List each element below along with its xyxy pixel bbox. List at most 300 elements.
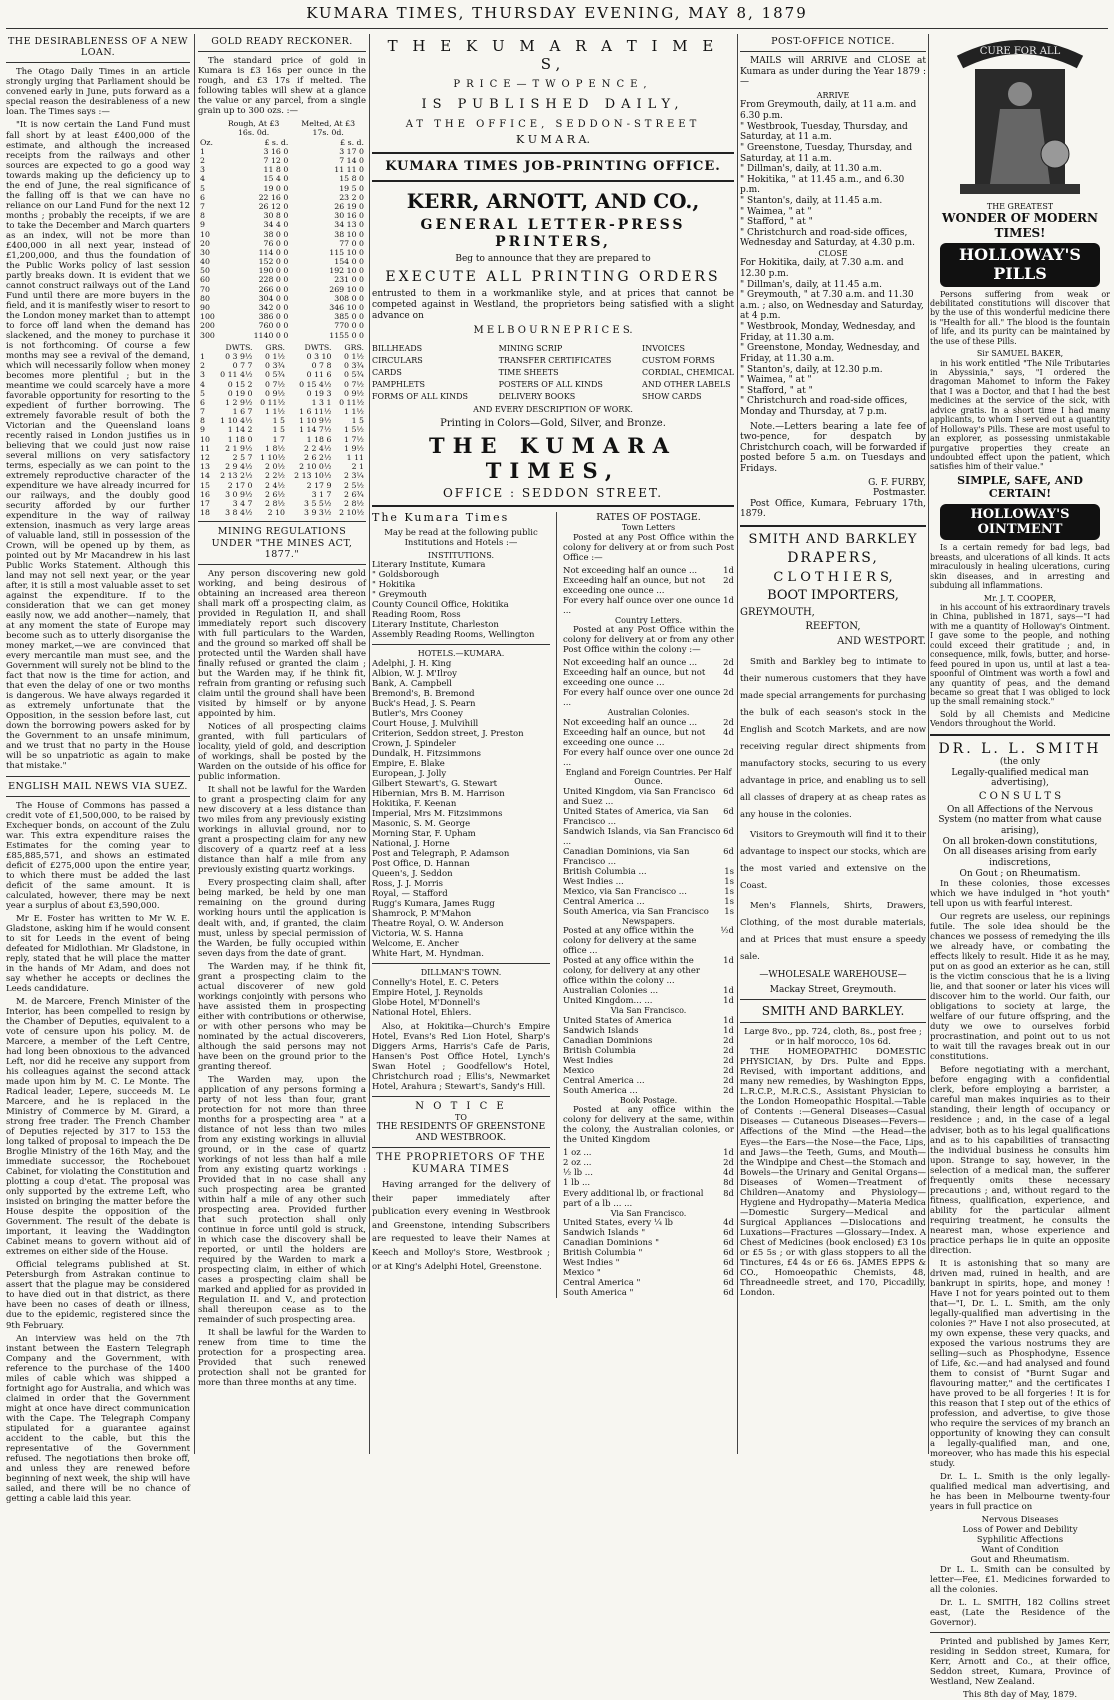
rate-label: West Indies [563, 1055, 613, 1066]
dillman-list [372, 978, 550, 1018]
table-cell: 0 3 9½ [225, 351, 253, 361]
rates-sub: England and Foreign Countries. Per Half Ounce. [565, 767, 732, 787]
table-cell: 8 [200, 211, 205, 221]
table-cell: 4 [200, 379, 205, 389]
table-cell: 10 [200, 229, 210, 239]
article-paragraph: Mr E. Foster has written to Mr W. E. Gladstone, asking him if he would consent to sit for Leeds in the event of being defeated for Midlothian. Mr Gladstone, in reply, stated that he will place the matter in the hands of Mr Adam, and does not say whether he accepts or declines the Leeds candidature. [6, 913, 190, 994]
rates-list [563, 926, 734, 1006]
proprietors-text: Having arranged for the delivery of their paper immediately after publication every evening in Westbrook and Greenstone, intending Subscribers are requested to leave their Names at Keech and Molloy's Store, Westbrook ; or at King's Adelphi Hotel, Greenstone. [372, 1180, 550, 1272]
table-header: GRS. [265, 342, 285, 352]
rates-list [563, 566, 734, 616]
table-row [198, 174, 366, 183]
list-item: " Westbrook, Monday, Wednesday, and Friday, at 11.30 a.m. [740, 322, 916, 343]
table-cell: 2 6 2½ [304, 453, 332, 463]
table-cell: 10 [200, 434, 210, 444]
table-cell: 2 10½ [339, 508, 364, 518]
table-cell: 13 [200, 462, 210, 472]
rule [372, 1096, 550, 1097]
table-cell: 2 13 2½ [220, 471, 253, 481]
list-item: Imperial, Mrs M. Fitzsimmons [372, 809, 503, 820]
rates-sub: Australian Colonies. [607, 708, 690, 718]
rate-value: 2d [723, 717, 734, 728]
rate-row [563, 926, 734, 956]
list-item: Morning Star, F. Upham [372, 829, 476, 840]
cooper-heading: Mr. J. T. COOPER, [983, 593, 1057, 603]
table-header [198, 343, 214, 352]
table-header: Rough, At £3 16s. 0d. [227, 119, 280, 138]
rate-label: Exceeding half an ounce, but not exceeding one ounce ... [563, 668, 706, 689]
rate-value: 1s [724, 866, 734, 877]
list-item: TIME SHEETS [498, 367, 559, 377]
rates-text: Posted at any Post Office within the colony for delivery at or from such Post Office :— [563, 532, 734, 563]
list-item: From Greymouth, daily, at 11 a.m. and 6.30 p.m. [740, 100, 917, 122]
list-item: MINING SCRIP [498, 343, 563, 353]
postmaster-name: G. F. FURBY, [868, 477, 926, 488]
table-cell: 1 5½ [344, 425, 364, 435]
rule [740, 525, 926, 527]
table-cell: 0 5¾ [265, 370, 285, 380]
rates-list [563, 1148, 734, 1188]
rate-value: 6d [723, 1248, 734, 1259]
rate-label: British Columbia " [563, 1248, 643, 1259]
table-cell: 12 [200, 453, 210, 463]
list-item: Want of Condition [981, 1545, 1059, 1556]
dr-on: On all Affections of the Nervous System (no matter from what cause arising), [938, 804, 1102, 837]
badge-text: CURE FOR ALL [979, 46, 1061, 57]
rates-sub: Book Postage. [619, 1095, 678, 1105]
rate-row [563, 897, 734, 907]
rate-row [563, 887, 734, 897]
list-item: Welcome, E. Ancher [372, 939, 459, 950]
table-cell: 15 [200, 480, 210, 490]
rate-value: 2d [723, 1158, 734, 1169]
rule [930, 734, 1110, 736]
table-row [198, 303, 366, 312]
rate-row [563, 1168, 734, 1178]
table-cell: 1 11 [346, 453, 364, 463]
table-cell: 1 14 2 [227, 425, 253, 435]
table-row [198, 508, 366, 517]
dr-only: (the only [999, 757, 1041, 768]
list-item: Bank, A. Campbell [372, 678, 452, 689]
lower-section [372, 512, 734, 1298]
list-item: FORMS OF ALL KINDS [372, 391, 468, 401]
rates-list [563, 1218, 734, 1298]
proprietors-heading: THE PROPRIETORS OF THE KUMARA TIMES [376, 1152, 546, 1176]
list-item: " Greymouth, " at 7.30 a.m. and 11.30 a.m. ; also, on Wednesday and Saturday, at 4 p.m. [740, 290, 924, 322]
rate-value: 6d [723, 786, 734, 797]
rate-label: Exceeding half an ounce, but not exceeding one ounce ... [563, 727, 706, 748]
table-cell: 760 0 0 [258, 321, 289, 331]
rates-list [563, 1016, 734, 1096]
table-cell: 0 1½ [344, 351, 364, 361]
table-row [198, 370, 366, 379]
table-cell: 2 3¼ [344, 471, 364, 481]
sb-text: Visitors to Greymouth will find it to their advantage to inspect our stocks, which are the most varied and extensive on the Coast. [740, 829, 926, 891]
table-cell: 266 0 0 [258, 284, 289, 294]
list-item: " Christchurch and road-side offices, Monday and Thursday, at 7 p.m. [740, 396, 908, 417]
homeopathic-text: THE HOMEOPATHIC DOMESTIC PHYSICIAN, by Drs. Pulte and Epps. Revised, with important additions, and many new remedies, by Washington Epps, L.R.C.P., M.R.C.S., Assistant Physician to the London Homeopathic Hospital.—Table of Contents :—General Diseases—Casual Diseases — Cutaneous Diseases—Fevers—Affections of the Mind —the Head—the Eyes—the Ears—the Nose—the Face, Lips, and Jaws—the Teeth, Gums, and Mouth—the Windpipe and Chest—the Stomach and Bowels—the Urinary and Genital Organs—Diseases of Women—Treatment of Children—Anatomy and Physiology—Hygiene and Hydropathy—Materia Medica—Domestic Surgery—Medical and Surgical Appliances —Dislocations and Luxations—Fractures —Glossary—Index. A Chest of Medicines (book enclosed) £3 10s or £5 5s ; or with glass stoppers to all the Tinctures, £4 4s or £6 6s. JAMES EPPS & CO., Homoeopathic Chemists, 48, Threadneedle street, and 170, Piccadilly, London. [740, 1047, 926, 1298]
list-item: Globe Hotel, M'Donnell's [372, 997, 480, 1008]
table-row [198, 407, 366, 416]
rate-value: 6d [723, 1227, 734, 1238]
rate-label: Central America " [563, 1278, 641, 1289]
hotels-list [372, 659, 550, 959]
table-cell: 0 5¾ [344, 370, 364, 380]
price: PRICE—TWOPENCE, [453, 79, 653, 91]
table-cell: 3 [200, 370, 205, 380]
rate-row [563, 877, 734, 887]
list-item: White Hart, M. Hyndman. [372, 949, 484, 960]
table-cell: 2 [200, 361, 205, 371]
rate-label: South America, via San Francisco [563, 906, 709, 917]
list-item: " Greenstone, Monday, Wednesday, and Friday, at 11.30 a.m. [740, 343, 920, 364]
table-cell: 1 18 0 [227, 434, 253, 444]
list-item: Criterion, Seddon street, J. Preston [372, 729, 524, 739]
table-row [198, 471, 366, 480]
article-paragraph: M. de Marcere, French Minister of the Interior, has been compelled to resign by the Chamber of Deputies, equivalent to a vote of censure upon his policy. M. de Marcere, a member of the Left Centre, had long been obnoxious to the advanced Left, nor did he receive any support from his colleagues against the second attack made upon him by M. C. Le Monte. The Radical leader, Lepere, succeeds M. Le Marcere, and he is replaced in the Ministry of Commerce by M. Girard, a strong free trader. The French Chamber of Deputies rejected by 317 to 153 the long talked of proposal to impeach the De Broglie Ministry of the 16th May, and the immediate successor, the Rochebouet Cabinet, for violating the Constitution and plotting a coup d'etat. The proposal was only supported by the extreme Left, who insisted on bringing the matter before the House despite the opposition of the Government. The result of the debate is important, it leaving the Waddington Cabinet means to govern without aid of extremes on either side of the House. [6, 997, 190, 1258]
list-item: Literary Institute, Kumara [372, 560, 486, 571]
table-cell: 60 [200, 275, 210, 285]
table-cell: 2 5½ [344, 480, 364, 490]
rate-row [563, 956, 734, 986]
rate-label: Mexico [563, 1065, 595, 1076]
table-cell: 0 7½ [265, 379, 285, 389]
article-paragraph: Every prospecting claim shall, after being marked, be held by one man remaining on the ground during working hours until the application is dealt with, and, if granted, the claim must, unless by special permission of the Warden, be fully occupied within seven days from the date of grant. [198, 878, 366, 959]
table-cell: 114 0 0 [258, 247, 289, 257]
table-cell: 0 9½ [344, 388, 364, 398]
table-cell: 1 14 7½ [299, 425, 332, 435]
postmaster-title: Postmaster. [873, 488, 926, 499]
rate-label: South America ... [563, 1085, 638, 1096]
rate-label: Sandwich Islands, via San Francisco ... [563, 826, 721, 847]
rate-value: 2d [723, 575, 734, 586]
dr-text: Our regrets are useless, our repinings futile. The sole idea should be the chances we possess of remedying the ills we already have, or combating the effects likely to result. Hide it as he may, put on as good an exterior as he can, still is the victim conscious that he is a living lie, and that sooner or later his vices will discover him to the world. Our faith, our obligations to society at large, the welfare of our future offspring, and the duty we owe to ourselves forbid procrastination, and point out to us not to wait till the ravages break out in our constitutions. [930, 912, 1110, 1063]
rate-row [563, 1178, 734, 1188]
rate-row [563, 668, 734, 688]
rate-label: 1 oz ... [563, 1148, 592, 1159]
rate-value: 2d [723, 1035, 734, 1046]
drapers: DRAPERS, [787, 550, 879, 567]
rule [6, 62, 190, 63]
table-cell: 30 [200, 247, 210, 257]
rates-sub: Via San Francisco. [610, 1208, 687, 1218]
rate-row [563, 1248, 734, 1258]
table-cell: 2 2 4½ [304, 443, 332, 453]
rate-value: 6d [723, 846, 734, 857]
table-row [198, 352, 366, 361]
table-cell: 2 17 0 [227, 480, 253, 490]
table-row [198, 321, 366, 330]
table-cell: 2 10 0½ [299, 462, 332, 472]
table-row [198, 444, 366, 453]
table-cell: 6 [200, 397, 205, 407]
table-cell: 1 5 [272, 416, 285, 426]
rate-label: Not exceeding half an ounce ... [563, 717, 698, 728]
rate-row [563, 576, 734, 596]
rule [372, 180, 734, 182]
rule [198, 521, 366, 522]
table-cell: 0 11 4½ [220, 370, 253, 380]
list-item: " Stanton's, daily, at 11.45 a.m. [740, 195, 883, 206]
rate-label: Not exceeding half an ounce ... [563, 565, 698, 576]
list-item: Crown, J. Spindeler [372, 739, 456, 750]
rate-label: Exceeding half an ounce, but not exceeding one ounce ... [563, 575, 706, 596]
rate-row [563, 1066, 734, 1076]
rate-row [563, 566, 734, 576]
office-seddon: OFFICE : SEDDON STREET. [442, 485, 664, 500]
close-list [740, 258, 926, 417]
list-item: Albion, W. J. M'Ilroy [372, 668, 457, 679]
table-cell: 0 1½ [265, 351, 285, 361]
list-item: INVOICES [642, 343, 686, 353]
rate-label: Mexico " [563, 1268, 601, 1279]
notice-to: TO [455, 1112, 467, 1122]
rule [372, 152, 734, 154]
list-item: " Christchurch and road-side offices, Wednesday and Saturday, at 4.30 p.m. [740, 227, 915, 249]
dwts-table-body [198, 352, 366, 517]
wholesale: —WHOLESALE WAREHOUSE— [759, 969, 907, 980]
rate-value: 1d [723, 1025, 734, 1036]
rate-value: 6d [723, 1268, 734, 1279]
list-item: Royal, — Stafford [372, 889, 448, 900]
dwts-table [198, 343, 366, 518]
smith-heading: SMITH AND BARKLEY [748, 532, 918, 548]
rule [198, 51, 366, 52]
article-paragraph: The Warden may, if he think fit, grant a prospecting claim to the actual discoverer of new gold workings conjointly with persons who have assisted them in prospecting either with contributions or otherwise, or with other persons who may be nominated by the actual discoverers, although the said persons may not have been on the ground prior to the granting thereof. [198, 961, 366, 1072]
table-cell: 38 0 0 [263, 229, 289, 239]
rate-row [563, 688, 734, 708]
rule [372, 644, 550, 645]
table-cell: 11 8 0 [263, 165, 289, 175]
table-cell: 1 7½ [344, 434, 364, 444]
rate-row [563, 1026, 734, 1036]
table-cell: 11 [200, 443, 210, 453]
table-cell: 0 7 7 [232, 361, 253, 371]
table-cell: 2 5 7 [232, 453, 253, 463]
table-cell: 3 0 9½ [225, 489, 253, 499]
article-paragraph: The House of Commons has passed a credit vote of £1,500,000, to be raised by Exchequer bonds, on account of the Zulu war. This extra expenditure raises the Estimates for the coming year to £85,885,571, and shows an estimated deficit of £275,000 upon the entire year, to which there must be added the last deficit of the same amount. It is calculated, however, there may be next year a surplus of about £3,590,000. [6, 800, 190, 911]
article-paragraph: An interview was held on the 7th instant between the Eastern Telegraph Company and the Government, with reference to the purchase of the 1400 miles of cable which was shipped a fortnight ago for Australia, and which was claimed in order that the Government might at once have direct communication with the Cape. The Telegraph Company stipulated for a guarantee against accident to the cable, but this the representative of the Government refused. The negotiations then broke off, and unless they are renewed before beginning of next week, the ship will have sailed, and there will be no chance of getting a cable laid this year. [6, 1333, 190, 1504]
table-cell: 26 12 0 [258, 201, 289, 211]
masthead: KUMARA TIMES, THURSDAY EVENING, MAY 8, 1879 [306, 4, 808, 22]
article-paragraph: Notices of all prospecting claims granted, with full particulars of locality, yield of gold, and description of workings, shall be posted by the Warden on the outside of his office for public information. [198, 722, 366, 783]
rate-label: For every half ounce over one ounce ... [563, 747, 721, 768]
rate-row [563, 1228, 734, 1238]
table-cell: 26 19 0 [334, 201, 364, 211]
rate-row [563, 907, 734, 917]
rate-label: West Indies " [563, 1258, 620, 1269]
rate-value: 2d [723, 1075, 734, 1086]
rule [6, 776, 190, 777]
list-item: " Greymouth [372, 590, 427, 601]
printed-date: This 8th day of May, 1879. [962, 1690, 1078, 1700]
list-item: Empire Hotel, J. Reynolds [372, 987, 483, 998]
notice-residents: THE RESIDENTS OF GREENSTONE AND WESTBROOK. [376, 1122, 546, 1143]
rate-label: 1 lb ... [563, 1178, 591, 1189]
rate-row [563, 787, 734, 807]
table-row [198, 312, 366, 321]
table-cell: 2 1 [351, 462, 364, 472]
table-row [198, 202, 366, 211]
list-item: POSTERS OF ALL KINDS [498, 379, 603, 389]
dr-text: Before negotiating with a merchant, before engaging with a confidential clerk, before employing a barrister, a careful man makes inquiries as to their standing, their length of occupancy or residence ; and, in the case of a legal adviser, both as to his legal qualifications and as to his capabilities of transacting the individual business he consults him upon. Strange to say, however, in the selection of a medical man, the sufferer frequently omits these necessary precautions ; and, without regard to the fitness, qualification, experience, and ability for the particular ailment requiring treatment, he consults the nearest man, whose experience and practice perhaps lie in quite an opposite direction. [930, 1065, 1110, 1256]
column-divider [194, 34, 195, 1454]
rates-heading: RATES OF POSTAGE. [596, 511, 701, 523]
list-item: Literary Institute, Charleston [372, 620, 499, 631]
product-list-col [499, 343, 612, 403]
list-item: Connelly's Hotel, E. C. Peters [372, 977, 499, 988]
rule [372, 963, 550, 964]
rate-row [563, 1189, 734, 1209]
list-item: County Council Office, Hokitika [372, 600, 509, 611]
list-item: Dundalk, H. Fitzsimmons [372, 749, 482, 760]
table-cell: 2 [200, 156, 205, 166]
rate-row [563, 1086, 734, 1096]
rule [198, 564, 366, 565]
ointment-text: Is a certain remedy for bad legs, bad breasts, and ulcerations of all kinds. It acts miraculously in healing ulcerations, curing skin diseases, and in arresting and subduing all inflammations. [930, 543, 1110, 591]
list-item: SHOW CARDS [642, 391, 702, 401]
list-item: Court House, J. Mulvihill [372, 718, 479, 729]
table-cell: 19 0 0 [263, 183, 289, 193]
table-row [198, 435, 366, 444]
table-cell: 6 [200, 192, 205, 202]
list-item: Shamrock, P. M'Mahon [372, 909, 472, 920]
table-cell: 5 [200, 183, 205, 193]
article-title: ENGLISH MAIL NEWS VIA SUEZ. [8, 780, 188, 792]
column-divider [928, 34, 929, 1454]
rate-value: 2d [723, 1045, 734, 1056]
nervous-list [930, 1515, 1110, 1565]
rate-value: 6d [723, 826, 734, 837]
table-cell: 231 0 0 [334, 275, 364, 285]
masthead-rule [6, 28, 1108, 29]
rate-row [563, 807, 734, 827]
boot-importers: BOOT IMPORTERS, [767, 588, 899, 604]
dr-text: Dr L. L. Smith can be consulted by letter—Fee, £1. Medicines forwarded to all the colonies. [930, 1565, 1110, 1596]
table-row [198, 165, 366, 174]
table-cell: 17 [200, 498, 210, 508]
list-item: Hokitika, F. Keenan [372, 799, 457, 810]
rates-sub: Town Letters [621, 523, 676, 533]
cooper-text: in his account of his extraordinary travels in China, published in 1871, says—"I had with me a quantity of Holloway's Ointment. I gave some to the people, and nothing could exceed their gratitude ; and, in consequence, milk, fowls, butter, and horse-feed poured in upon us, until at last a tea-spoonful of Ointment was worth a fowl and any quantity of peas, and the demand became so great that I was obliged to lock up the small remaining stock." [930, 603, 1110, 707]
table-cell: 34 4 0 [263, 220, 289, 230]
table-cell: 15 8 0 [339, 174, 364, 184]
rate-label: United States of America [563, 1015, 672, 1026]
list-item: Butler's, Mrs Cooney [372, 708, 463, 719]
sb-text: Smith and Barkley beg to intimate to their numerous customers that they have made special arrangements for purchasing the bulk of each season's stock in the English and Scotch Markets, and are now receiving regular direct shipments from manufactory stocks, securing to us every advantage in price, and enabling us to sell all classes of drapery at as cheap rates as any house in the colonies. [740, 656, 926, 820]
list-item: Reading Room, Ross [372, 610, 461, 621]
institutions-list [372, 560, 550, 640]
table-header: DWTS. [225, 342, 253, 352]
table-cell: 30 16 0 [334, 211, 364, 221]
rate-label: Australian Colonies ... [563, 986, 659, 997]
table-cell: 0 11½ [260, 397, 285, 407]
list-item: CORDIAL, CHEMICAL [642, 367, 734, 377]
table-row [198, 481, 366, 490]
table-row [198, 248, 366, 257]
entrusted: entrusted to them in a workmanlike style, and at prices that cannot be competed against in Westland, the proprietors being satisfied with a slight advance on [372, 289, 734, 321]
list-item: " Westbrook, Tuesday, Thursday, and Saturday, at 11 a.m. [740, 121, 908, 143]
rate-row [563, 986, 734, 996]
dr-qual: Legally-qualified medical man advertising), [951, 767, 1089, 789]
simple-safe: SIMPLE, SAFE, AND CERTAIN! [957, 473, 1083, 500]
table-cell: 3 8 4½ [225, 508, 253, 518]
table-cell: 4 [200, 174, 205, 184]
list-item: " Dillman's, daily, at 11.30 a.m. [740, 164, 882, 175]
list-item: PAMPHLETS [372, 379, 425, 389]
consults: C O N S U L T S [978, 791, 1062, 803]
list-item: BILLHEADS [372, 343, 423, 353]
rate-row [563, 1148, 734, 1158]
wonder: WONDER OF MODERN TIMES! [942, 211, 1098, 240]
rate-value: 1d [723, 565, 734, 576]
rate-value: 6d [723, 806, 734, 817]
article-paragraph: Any person discovering new gold working, and being desirous of obtaining an increased area thereon shall mark off a prospecting claim, as provided in Regulation II, and shall immediately report such discovery with full particulars to the Warden, and the ground so marked off shall be protected until the Warden shall have finally refused or granted the claim ; but the Warden may, if he think fit, refrain from granting or refusing such claim until the ground shall have been visited by himself or by anyone appointed by him. [198, 568, 366, 720]
list-item: " Goldsborough [372, 570, 440, 581]
table-row [198, 499, 366, 508]
list-item: " Hokitika [372, 580, 416, 591]
product-list-col [642, 343, 734, 403]
table-cell: 0 19 0 [227, 388, 253, 398]
table-cell: 2 1 9½ [225, 443, 253, 453]
product-list [372, 343, 734, 403]
table-cell: 3 16 0 [263, 146, 289, 156]
list-item: " Hokitika, " at 11.45 a.m., and 6.30 p.m. [740, 174, 905, 196]
table-cell: 0 9½ [265, 388, 285, 398]
article-title: THE DESIRABLENESS OF A NEW LOAN. [7, 36, 189, 59]
table-row [198, 147, 366, 156]
reading-sub: May be read at the following public Institutions and Hotels :— [384, 527, 538, 548]
rate-label: United Kingdom... ... [563, 996, 653, 1007]
rate-value: 2d [723, 1085, 734, 1096]
rate-row [563, 718, 734, 728]
column-4 [740, 34, 926, 1454]
table-cell: 192 10 0 [329, 266, 364, 276]
rate-row [563, 1258, 734, 1268]
rate-label: United Kingdom, via San Francisco and Suez ... [563, 786, 716, 807]
list-item: " Greenstone, Tuesday, Thursday, and Saturday, at 11 a.m. [740, 142, 913, 164]
article-paragraph: "It is now certain the Land Fund must fall short by at least £400,000 of the estimate, and although the increased receipts from the railways and other sources are expected to go a good way towards making up the deficiency up to the end of June, the real significance of the falling off is that we can have no reliance on our Land Fund for the next 12 months ; probably the receipts, if we are to take the December and March quarters as an index, will not be more than £400,000 in all next year, instead of £1,200,000, and thus the foundation of the Public Works policy of last session partly breaks down. It is evident that we cannot construct railways out of the Land Fund until there are more buyers in the field, and it is manifestly wiser to resort to the London money market than to attempt to force off land when the demand has slackened, and the money to purchase it is not forthcoming. Of course a few months may see a revival of the demand, which will necessarily follow when money becomes more plentiful ; but in the meantime we could scarcely have a more favorable opportunity for resorting to the expedient of further borrowing. The extremely favorable result of both the Victorian and the Queensland loans recently raised in London justifies us in believing that we could just now raise several millions on very satisfactory terms, especially as we can point to the extremely reproductive character of the expenditure we have already incurred for our railways, and the doubly good security afforded by our further expenditure in the way of railway extension, inasmuch as very large areas of valuable land, still in possession of the Crown, will be opened up by them, as pointed out by Mr Macandrew in his last Public Works Statement. Although this land may not sell next year, or the year after, it is still a most valuable asset to set against the expenditure. If to the consideration that we can get money easily now, we add another—namely, that at any moment the state of Europe may become such as to utterly disorganise the money market,—we are convinced that every mercantile man must see, and the Government will surely not be blind to the fact that now is the time for action, and that even the delay of one or two months is dangerous. We have always regarded it as extremely unfortunate that the Opposition, in the session before last, cut down the borrowing powers asked for by the Government to an unsafe minimum, and we trust that no party in the House will be so unpatriotic as again to make that mistake." [6, 120, 190, 772]
table-cell: 77 0 0 [339, 238, 364, 248]
table-cell: 14 [200, 471, 210, 481]
table-row [198, 156, 366, 165]
rate-row [563, 1016, 734, 1026]
table-cell: 11 11 0 [334, 165, 364, 175]
rate-row [563, 658, 734, 668]
table-cell: 1 6 7 [232, 407, 253, 417]
rate-row [563, 847, 734, 867]
list-item: AND OTHER LABELS [642, 379, 731, 389]
rate-label: British Columbia ... [563, 866, 647, 877]
rate-row [563, 1218, 734, 1228]
list-item: " Waimea, " at " [740, 206, 812, 217]
post-intro: MAILS will ARRIVE and CLOSE at Kumara as under during the Year 1879 :— [740, 56, 926, 88]
list-item: National, J. Horne [372, 839, 450, 850]
rate-label: Canadian Dominions, via San Francisco ... [563, 846, 690, 867]
table-cell: 269 10 0 [329, 284, 364, 294]
rate-row [563, 1278, 734, 1288]
rule [740, 1022, 926, 1023]
table-cell: 1 5 [272, 425, 285, 435]
published: IS PUBLISHED DAILY, [421, 97, 685, 113]
list-item: Post Office, D. Hannan [372, 859, 470, 870]
list-item: " Stafford, " at " [740, 385, 813, 396]
rates-sub: Country Letters. [614, 615, 683, 625]
rate-value: 2d [723, 1065, 734, 1076]
general-printers: GENERAL LETTER-PRESS PRINTERS, [420, 217, 686, 250]
list-item: Masonic, S. M. George [372, 819, 471, 830]
